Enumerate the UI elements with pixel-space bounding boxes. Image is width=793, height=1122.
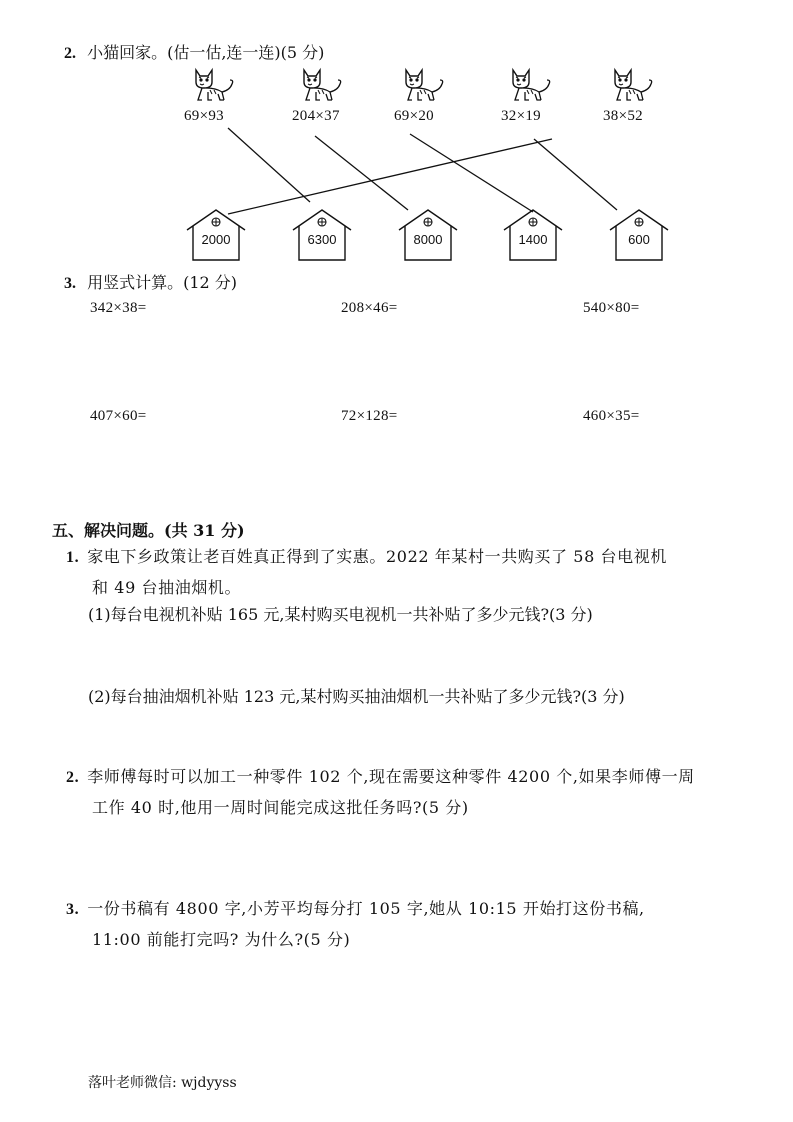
house-value: 6300 — [307, 232, 337, 247]
matching-lines — [0, 0, 793, 300]
cat-expression: 38×52 — [603, 108, 643, 124]
house-value: 2000 — [201, 232, 231, 247]
footer-contact: 落叶老师微信: wjdyyss — [88, 1075, 237, 1091]
calc-3: 540×80= — [583, 300, 640, 316]
p1-sub1: (1)每台电视机补贴 165 元,某村购买电视机一共补贴了多少元钱?(3 分) — [88, 605, 593, 624]
q2-number: 2. — [64, 45, 76, 62]
problem-3 — [66, 894, 645, 955]
p1-line1: 家电下乡政策让老百姓真正得到了实惠。2022 年某村一共购买了 58 台电视机 — [87, 547, 667, 566]
p3-line1: 一份书稿有 4800 字,小芳平均每分打 105 字,她从 10:15 开始打这份书稿, — [87, 899, 645, 918]
p1-line2: 和 49 台抽油烟机。 — [92, 578, 242, 597]
problem-1 — [66, 542, 667, 603]
house-value: 600 — [628, 232, 650, 247]
cat-expression: 69×93 — [184, 108, 224, 124]
calc-5: 72×128= — [341, 408, 398, 424]
calc-2: 208×46= — [341, 300, 398, 316]
match-line-4 — [228, 139, 552, 214]
p1-number: 1. — [66, 549, 80, 566]
p2-line1: 李师傅每时可以加工一种零件 102 个,现在需要这种零件 4200 个,如果李师傅一周 — [87, 767, 695, 786]
q2-title: 小猫回家。(估一估,连一连)(5 分) — [87, 43, 325, 62]
section5-title: 五、解决问题。(共 31 分) — [52, 521, 245, 540]
match-line-3 — [410, 134, 533, 212]
p1-sub2: (2)每台抽油烟机补贴 123 元,某村购买抽油烟机一共补贴了多少元钱?(3 分) — [88, 687, 625, 706]
q3-title: 用竖式计算。(12 分) — [87, 273, 238, 292]
q3-number: 3. — [64, 275, 76, 292]
q3-header — [64, 270, 237, 293]
problem-2 — [66, 762, 695, 823]
calc-1: 342×38= — [90, 300, 147, 316]
match-line-5 — [534, 139, 617, 210]
p2-line2: 工作 40 时,他用一周时间能完成这批任务吗?(5 分) — [92, 798, 469, 817]
p3-line2: 11:00 前能打完吗? 为什么?(5 分) — [92, 930, 351, 949]
cat-expression: 204×37 — [292, 108, 340, 124]
p2-number: 2. — [66, 769, 80, 786]
house-value: 8000 — [413, 232, 443, 247]
cat-expression: 32×19 — [501, 108, 541, 124]
calc-6: 460×35= — [583, 408, 640, 424]
match-line-2 — [315, 136, 408, 210]
house-value: 1400 — [518, 232, 548, 247]
cat-expression: 69×20 — [394, 108, 434, 124]
calc-4: 407×60= — [90, 408, 147, 424]
p3-number: 3. — [66, 901, 80, 918]
match-line-1 — [228, 128, 310, 202]
